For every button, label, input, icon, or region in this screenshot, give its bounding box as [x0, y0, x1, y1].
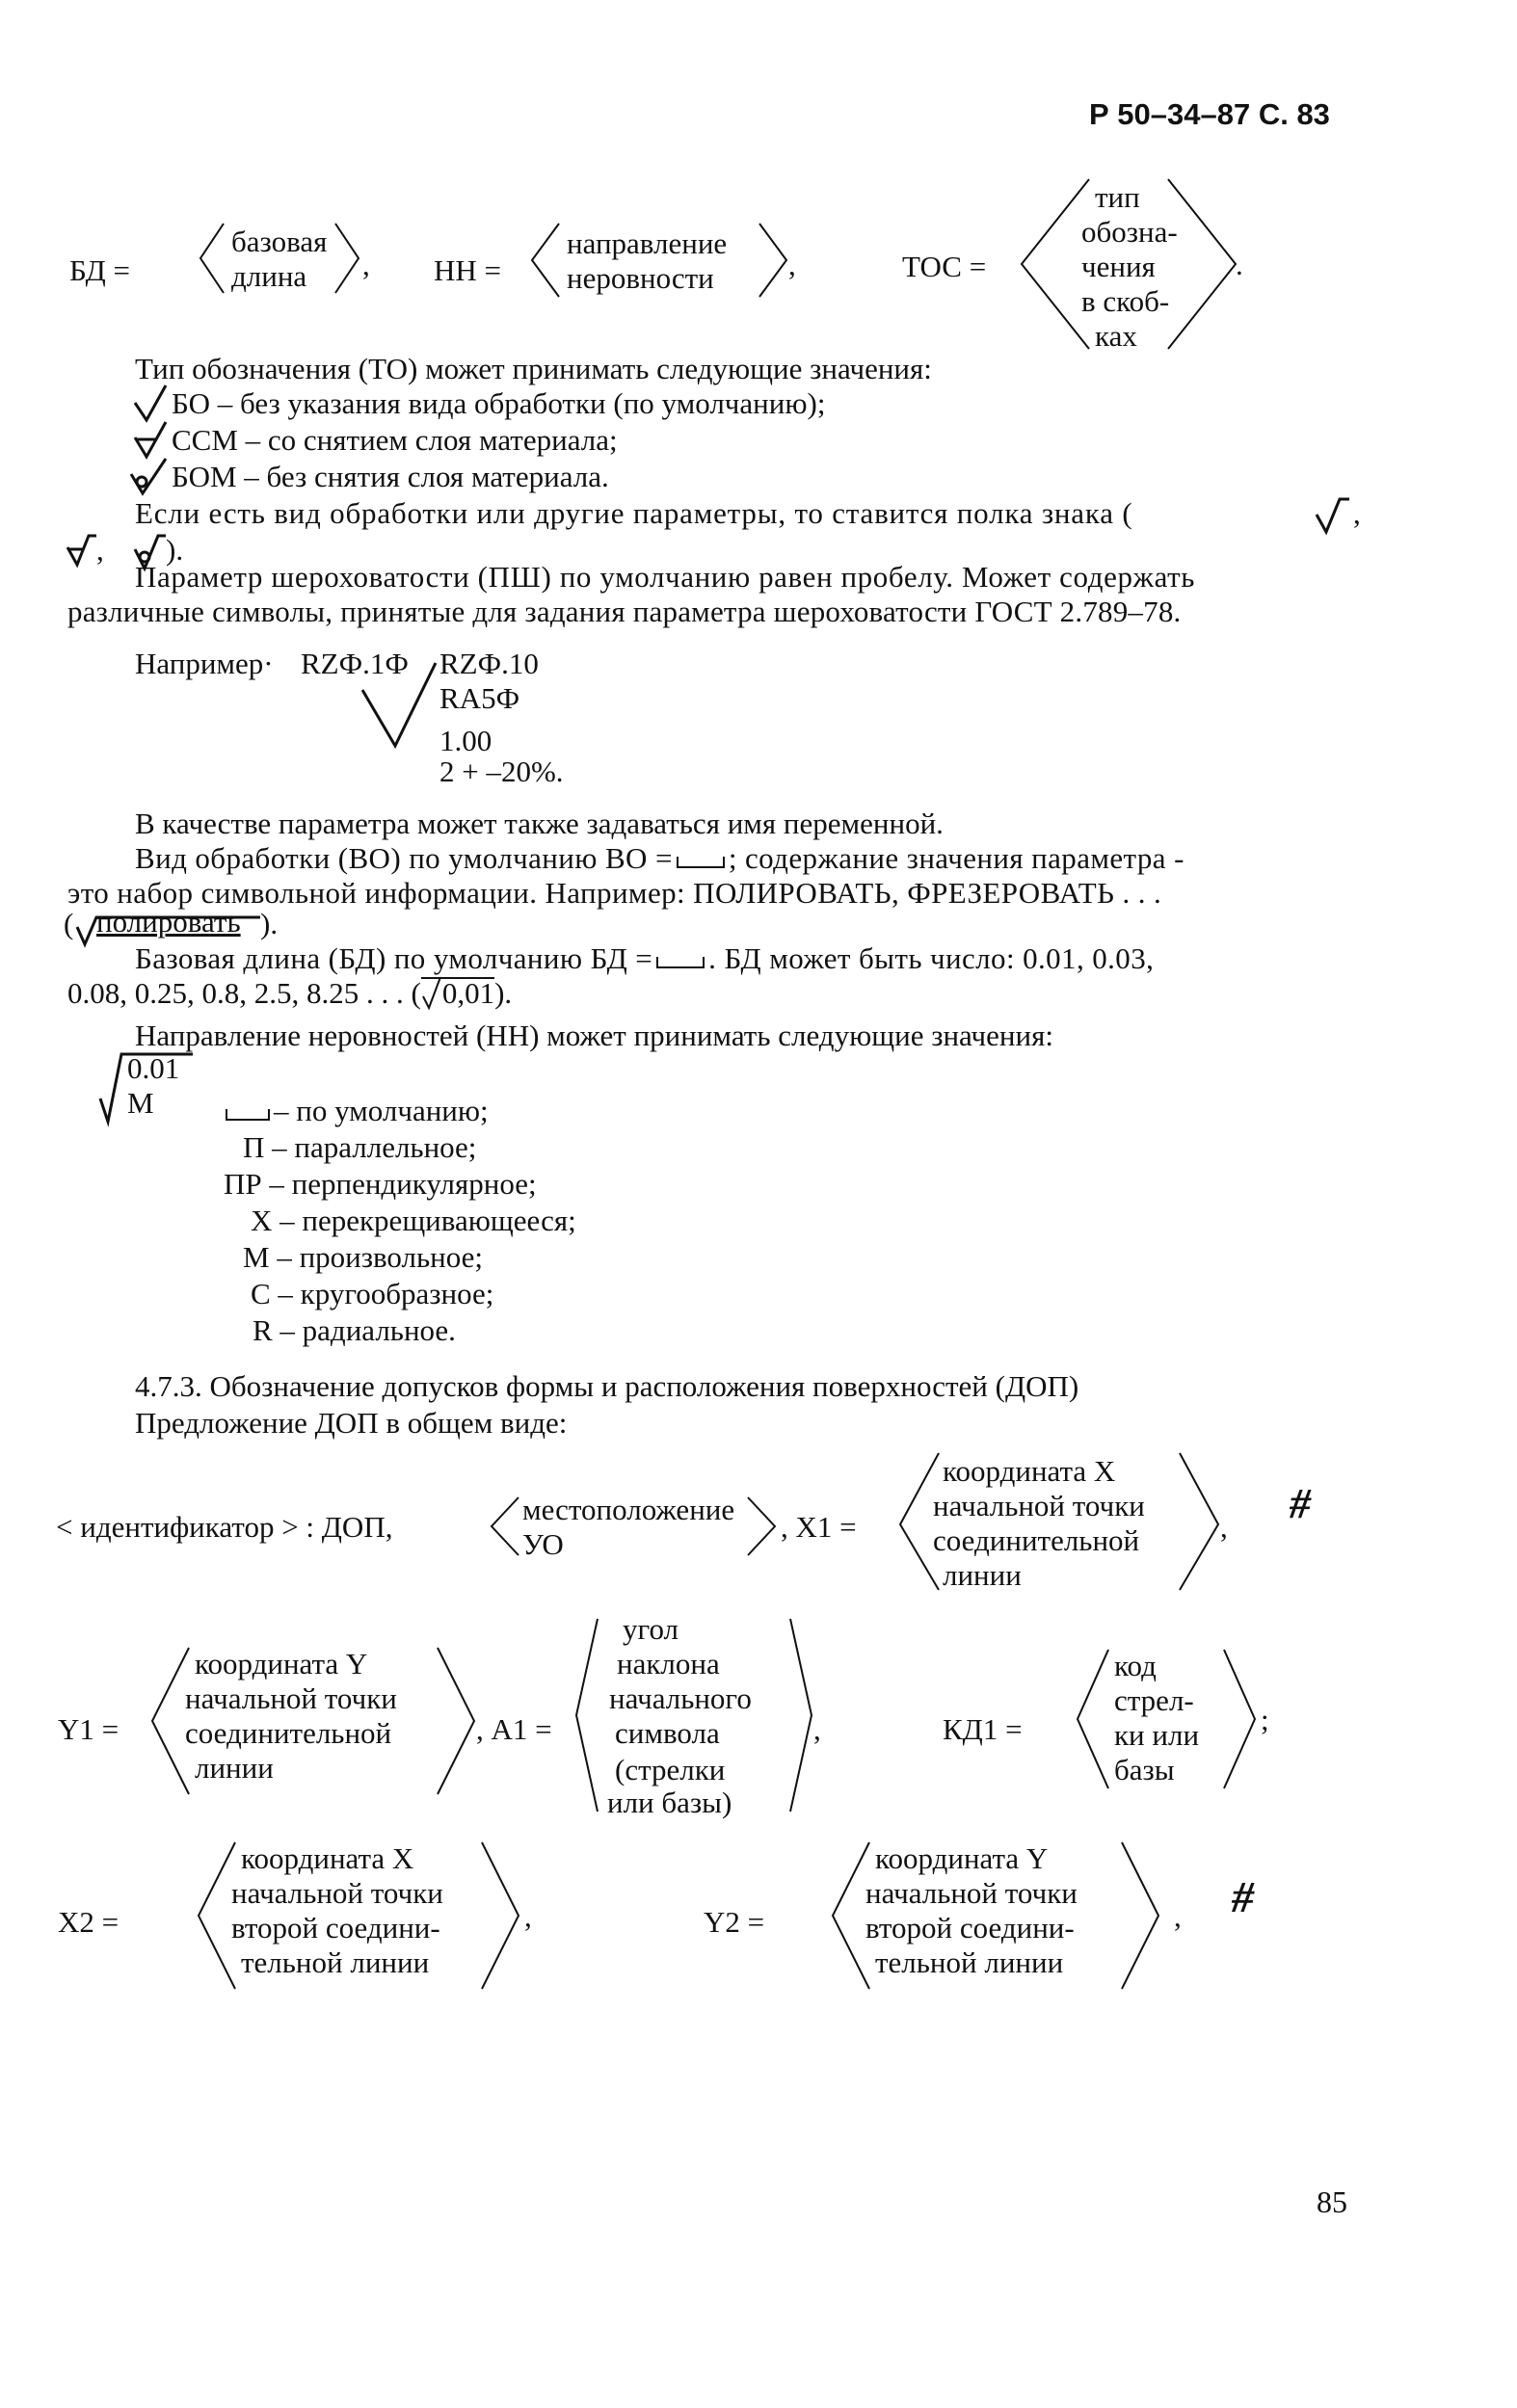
comma: , — [813, 1712, 821, 1746]
hash-mark: # — [1290, 1480, 1311, 1527]
kd1-line-3: ки или — [1114, 1718, 1200, 1752]
y2-line-3: второй соедини- — [865, 1911, 1075, 1945]
bd-line-2: 0.08, 0.25, 0.8, 2.5, 8.25 . . . ( 0,01). — [67, 976, 513, 1010]
tos-line-1: тип — [1095, 180, 1140, 214]
y1-line-3: соединительной — [185, 1716, 392, 1750]
y1-line-1: координата Y — [195, 1647, 368, 1680]
space-symbol — [226, 1109, 270, 1121]
x1-line-2: начальной точки — [933, 1489, 1145, 1522]
semicolon: ; — [1261, 1703, 1269, 1736]
comma: , — [524, 1899, 532, 1933]
page-header-code: Р 50–34–87 С. 83 — [1089, 97, 1330, 131]
vo-polir: полировать — [96, 905, 241, 939]
hash-mark: # — [1232, 1872, 1254, 1921]
vo-line-3-open: ( — [64, 907, 74, 940]
psh-line-1: Параметр шероховатости (ПШ) по умолчанию равен пробелу. Может содержать — [135, 560, 1196, 594]
to-intro: Тип обозначения (ТО) может принимать следующие значения: — [135, 352, 932, 385]
nn-item-c: С – кругообразное; — [251, 1277, 494, 1310]
comma: , — [788, 248, 796, 281]
bd-line-1: базовая — [231, 225, 328, 258]
dop-ident: < идентификатор > : ДОП, — [56, 1510, 393, 1544]
vo-line-1: Вид обработки (ВО) по умолчанию ВО = ; содержание значения параметра - — [135, 841, 1184, 875]
x2-label: Х2 = — [58, 1905, 120, 1939]
psh-line-2: различные символы, принятые для задания параметра шероховатости ГОСТ 2.789–78. — [67, 595, 1182, 628]
y2-line-2: начальной точки — [865, 1876, 1078, 1910]
comma: , — [362, 248, 370, 281]
a1-label: , А1 = — [476, 1712, 552, 1746]
comma: , — [1220, 1510, 1228, 1544]
vo-line-3-close: ). — [260, 907, 279, 940]
a1-line-6: или базы) — [607, 1786, 732, 1819]
bd-line-2: длина — [231, 259, 307, 293]
comma: , — [96, 533, 104, 567]
psh-example-right-4: 2 + –20%. — [439, 754, 564, 788]
nn-line-2: неровности — [567, 261, 714, 295]
to-item-bom: БОМ – без снятия слоя материала. — [172, 460, 609, 493]
nn-sym-top: 0.01 — [127, 1051, 180, 1085]
tos-label: ТОС = — [902, 250, 987, 283]
y1-line-4: линии — [195, 1751, 274, 1785]
loc-line-2: УО — [522, 1527, 564, 1561]
y1-line-2: начальной точки — [185, 1681, 397, 1715]
psh-example-left: RZФ.1Ф — [301, 647, 409, 680]
a1-line-1: угол — [623, 1612, 679, 1646]
loc-line-1: местоположение — [522, 1493, 735, 1526]
to-item-bo: БО – без указания вида обработки (по умолчанию); — [172, 386, 826, 420]
dop-sub: Предложение ДОП в общем виде: — [135, 1406, 568, 1440]
y1-label: Y1 = — [58, 1712, 120, 1746]
vo-line-2: это набор символьной информации. Например: ПОЛИРОВАТЬ, ФРЕЗЕРОВАТЬ . . . — [67, 876, 1162, 910]
vo-line-0: В качестве параметра может также задаваться имя переменной. — [135, 807, 944, 840]
bd-label: БД = — [69, 253, 130, 287]
tos-line-5: ках — [1095, 319, 1137, 353]
y2-brackets — [0, 0, 1, 1]
nn-item-r: R – радиальное. — [253, 1313, 456, 1347]
tos-line-4: в скоб- — [1081, 284, 1170, 318]
x1-line-1: координата Х — [943, 1454, 1116, 1488]
to-note-2: ). — [166, 533, 184, 567]
nn-item-default: – по умолчанию; — [222, 1093, 489, 1129]
kd1-line-4: базы — [1114, 1753, 1175, 1786]
x2-line-2: начальной точки — [231, 1876, 443, 1910]
psh-example-right-1: RZФ.10 — [439, 647, 539, 680]
x1-line-3: соединительной — [933, 1523, 1140, 1557]
nn-label: НН = — [434, 253, 502, 287]
bd-line-1: Базовая длина (БД) по умолчанию БД = . БД может быть число: 0.01, 0.03, — [135, 941, 1155, 975]
kd1-line-2: стрел- — [1114, 1683, 1194, 1717]
nn-item-x: Х – перекрещивающееся; — [251, 1204, 576, 1237]
a1-line-4: символа — [615, 1716, 720, 1750]
y2-label: Y2 = — [704, 1905, 765, 1939]
dop-heading: 4.7.3. Обозначение допусков формы и расположения поверхностей (ДОП) — [135, 1369, 1079, 1403]
period: . — [1236, 248, 1243, 281]
comma: , — [1353, 496, 1361, 530]
nn-item-p: П – параллельное; — [243, 1130, 477, 1164]
nn-line-1: направление — [567, 226, 728, 260]
x2-line-1: координата Х — [241, 1841, 414, 1875]
psh-example-right-3: 1.00 — [439, 724, 492, 757]
y2-line-4: тельной линии — [875, 1945, 1064, 1979]
x2-line-4: тельной линии — [241, 1945, 430, 1979]
x1-label: , Х1 = — [781, 1510, 857, 1544]
kd1-line-1: код — [1114, 1649, 1157, 1682]
comma: , — [1174, 1899, 1182, 1933]
y2-line-1: координата Y — [875, 1841, 1049, 1875]
nn-item-m: М – произвольное; — [243, 1240, 483, 1274]
x2-line-3: второй соедини- — [231, 1911, 440, 1945]
nn-sym-bottom: М — [127, 1086, 154, 1120]
psh-example-right-2: RA5Ф — [439, 681, 520, 715]
psh-example-label: Например· — [135, 647, 274, 680]
a1-line-3: начального — [609, 1681, 752, 1715]
kd1-label: КД1 = — [943, 1712, 1023, 1746]
tos-line-3: чения — [1081, 250, 1156, 283]
nn-intro: Направление неровностей (НН) может принимать следующие значения: — [135, 1019, 1053, 1052]
to-item-ssm: ССМ – со снятием слоя материала; — [172, 423, 618, 457]
space-symbol — [677, 857, 725, 868]
a1-line-5: (стрелки — [615, 1753, 726, 1786]
tos-line-2: обозна- — [1081, 215, 1178, 249]
space-symbol — [656, 957, 705, 968]
a1-line-2: наклона — [617, 1647, 720, 1680]
x1-line-4: линии — [943, 1558, 1022, 1592]
sqrt-icon — [421, 979, 422, 980]
nn-item-pr: ПР – перпендикулярное; — [224, 1167, 537, 1201]
to-note-1: Если есть вид обработки или другие параметры, то ставится полка знака ( — [135, 496, 1133, 530]
page-number: 85 — [1317, 2184, 1347, 2219]
